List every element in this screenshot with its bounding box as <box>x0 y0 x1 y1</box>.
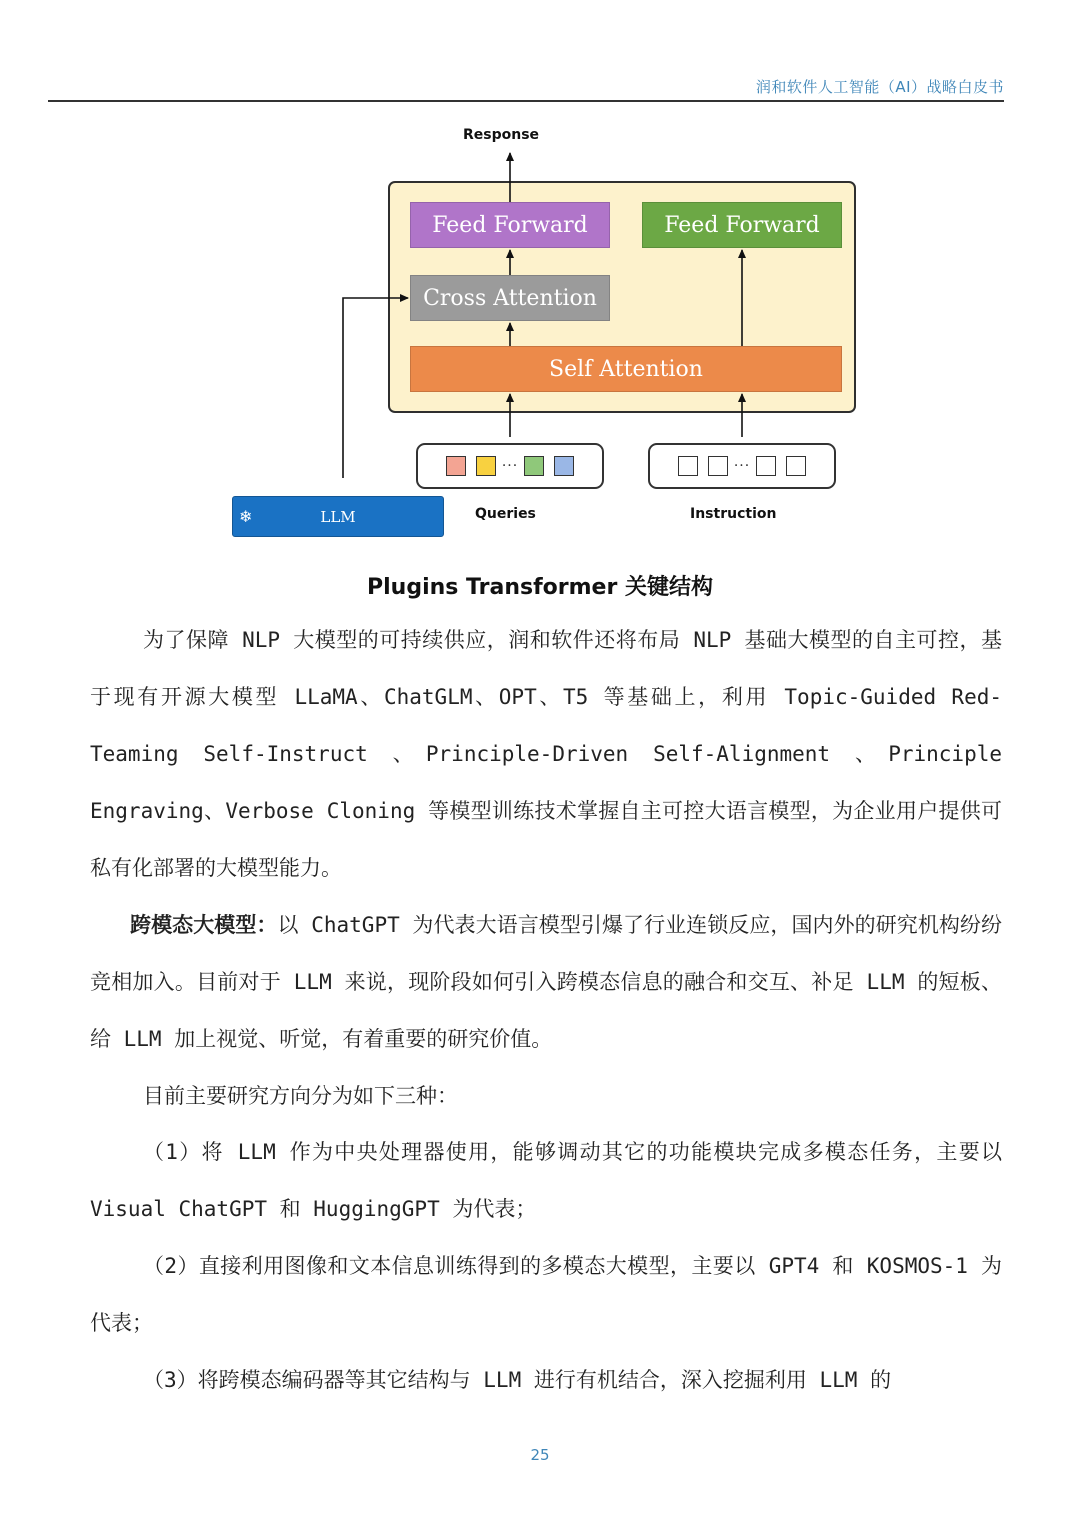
ellipsis: ··· <box>501 458 519 474</box>
arrow-llm-to-cross <box>343 298 408 478</box>
feed-forward-left-block: Feed Forward <box>410 202 610 248</box>
diagram-arrows <box>0 0 1080 560</box>
paragraph-2-text: 以 ChatGPT 为代表大语言模型引爆了行业连锁反应，国内外的研究机构纷纷竞相加入。目前对于 LLM 来说，现阶段如何引入跨模态信息的融合和交互、补足 LLM 的短板、给 LLM 加上视觉、听觉，有着重要的研究价值。 <box>90 913 1002 1051</box>
paragraph-1: 为了保障 NLP 大模型的可持续供应，润和软件还将布局 NLP 基础大模型的自主可控，基于现有开源大模型 LLaMA、ChatGLM、OPT、T5 等基础上，利用 Topic-Guided Red-Teaming Self-Instruct 、Principle-Driven Self-Alignment 、Principle Engraving、Verbose Cloning 等模型训练技术掌握自主可控大语言模型，为企业用户提供可私有化部署的大模型能力。 <box>90 628 1002 880</box>
plugins-transformer-diagram <box>0 0 1080 560</box>
paragraph-4: （1）将 LLM 作为中央处理器使用，能够调动其它的功能模块完成多模态任务，主要以 Visual ChatGPT 和 HuggingGPT 为代表； <box>90 1140 1002 1221</box>
header-title: 润和软件人工智能（AI）战略白皮书 <box>755 78 1004 96</box>
self-attention-block: Self Attention <box>410 346 842 392</box>
feed-forward-right-block: Feed Forward <box>642 202 842 248</box>
llm-label: LLM <box>320 507 356 526</box>
ellipsis: ··· <box>733 458 751 474</box>
page-number: 25 <box>530 1446 550 1464</box>
section-heading: 跨模态大模型： <box>130 913 278 937</box>
paragraph-2 <box>90 897 1002 1068</box>
paragraph-5: （2）直接利用图像和文本信息训练得到的多模态大模型，主要以 GPT4 和 KOSMOS-1 为代表； <box>90 1254 1002 1335</box>
paragraph-6: （3）将跨模态编码器等其它结构与 LLM 进行有机结合，深入挖掘利用 LLM 的 <box>143 1368 892 1392</box>
snowflake-icon: ❄ <box>239 507 253 526</box>
cross-attention-block: Cross Attention <box>410 275 610 321</box>
queries-label: Queries <box>475 506 536 522</box>
response-label: Response <box>463 127 540 143</box>
instruction-label: Instruction <box>690 506 777 522</box>
figure-caption: Plugins Transformer 关键结构 <box>367 575 713 600</box>
paragraph-3: 目前主要研究方向分为如下三种： <box>143 1084 458 1108</box>
